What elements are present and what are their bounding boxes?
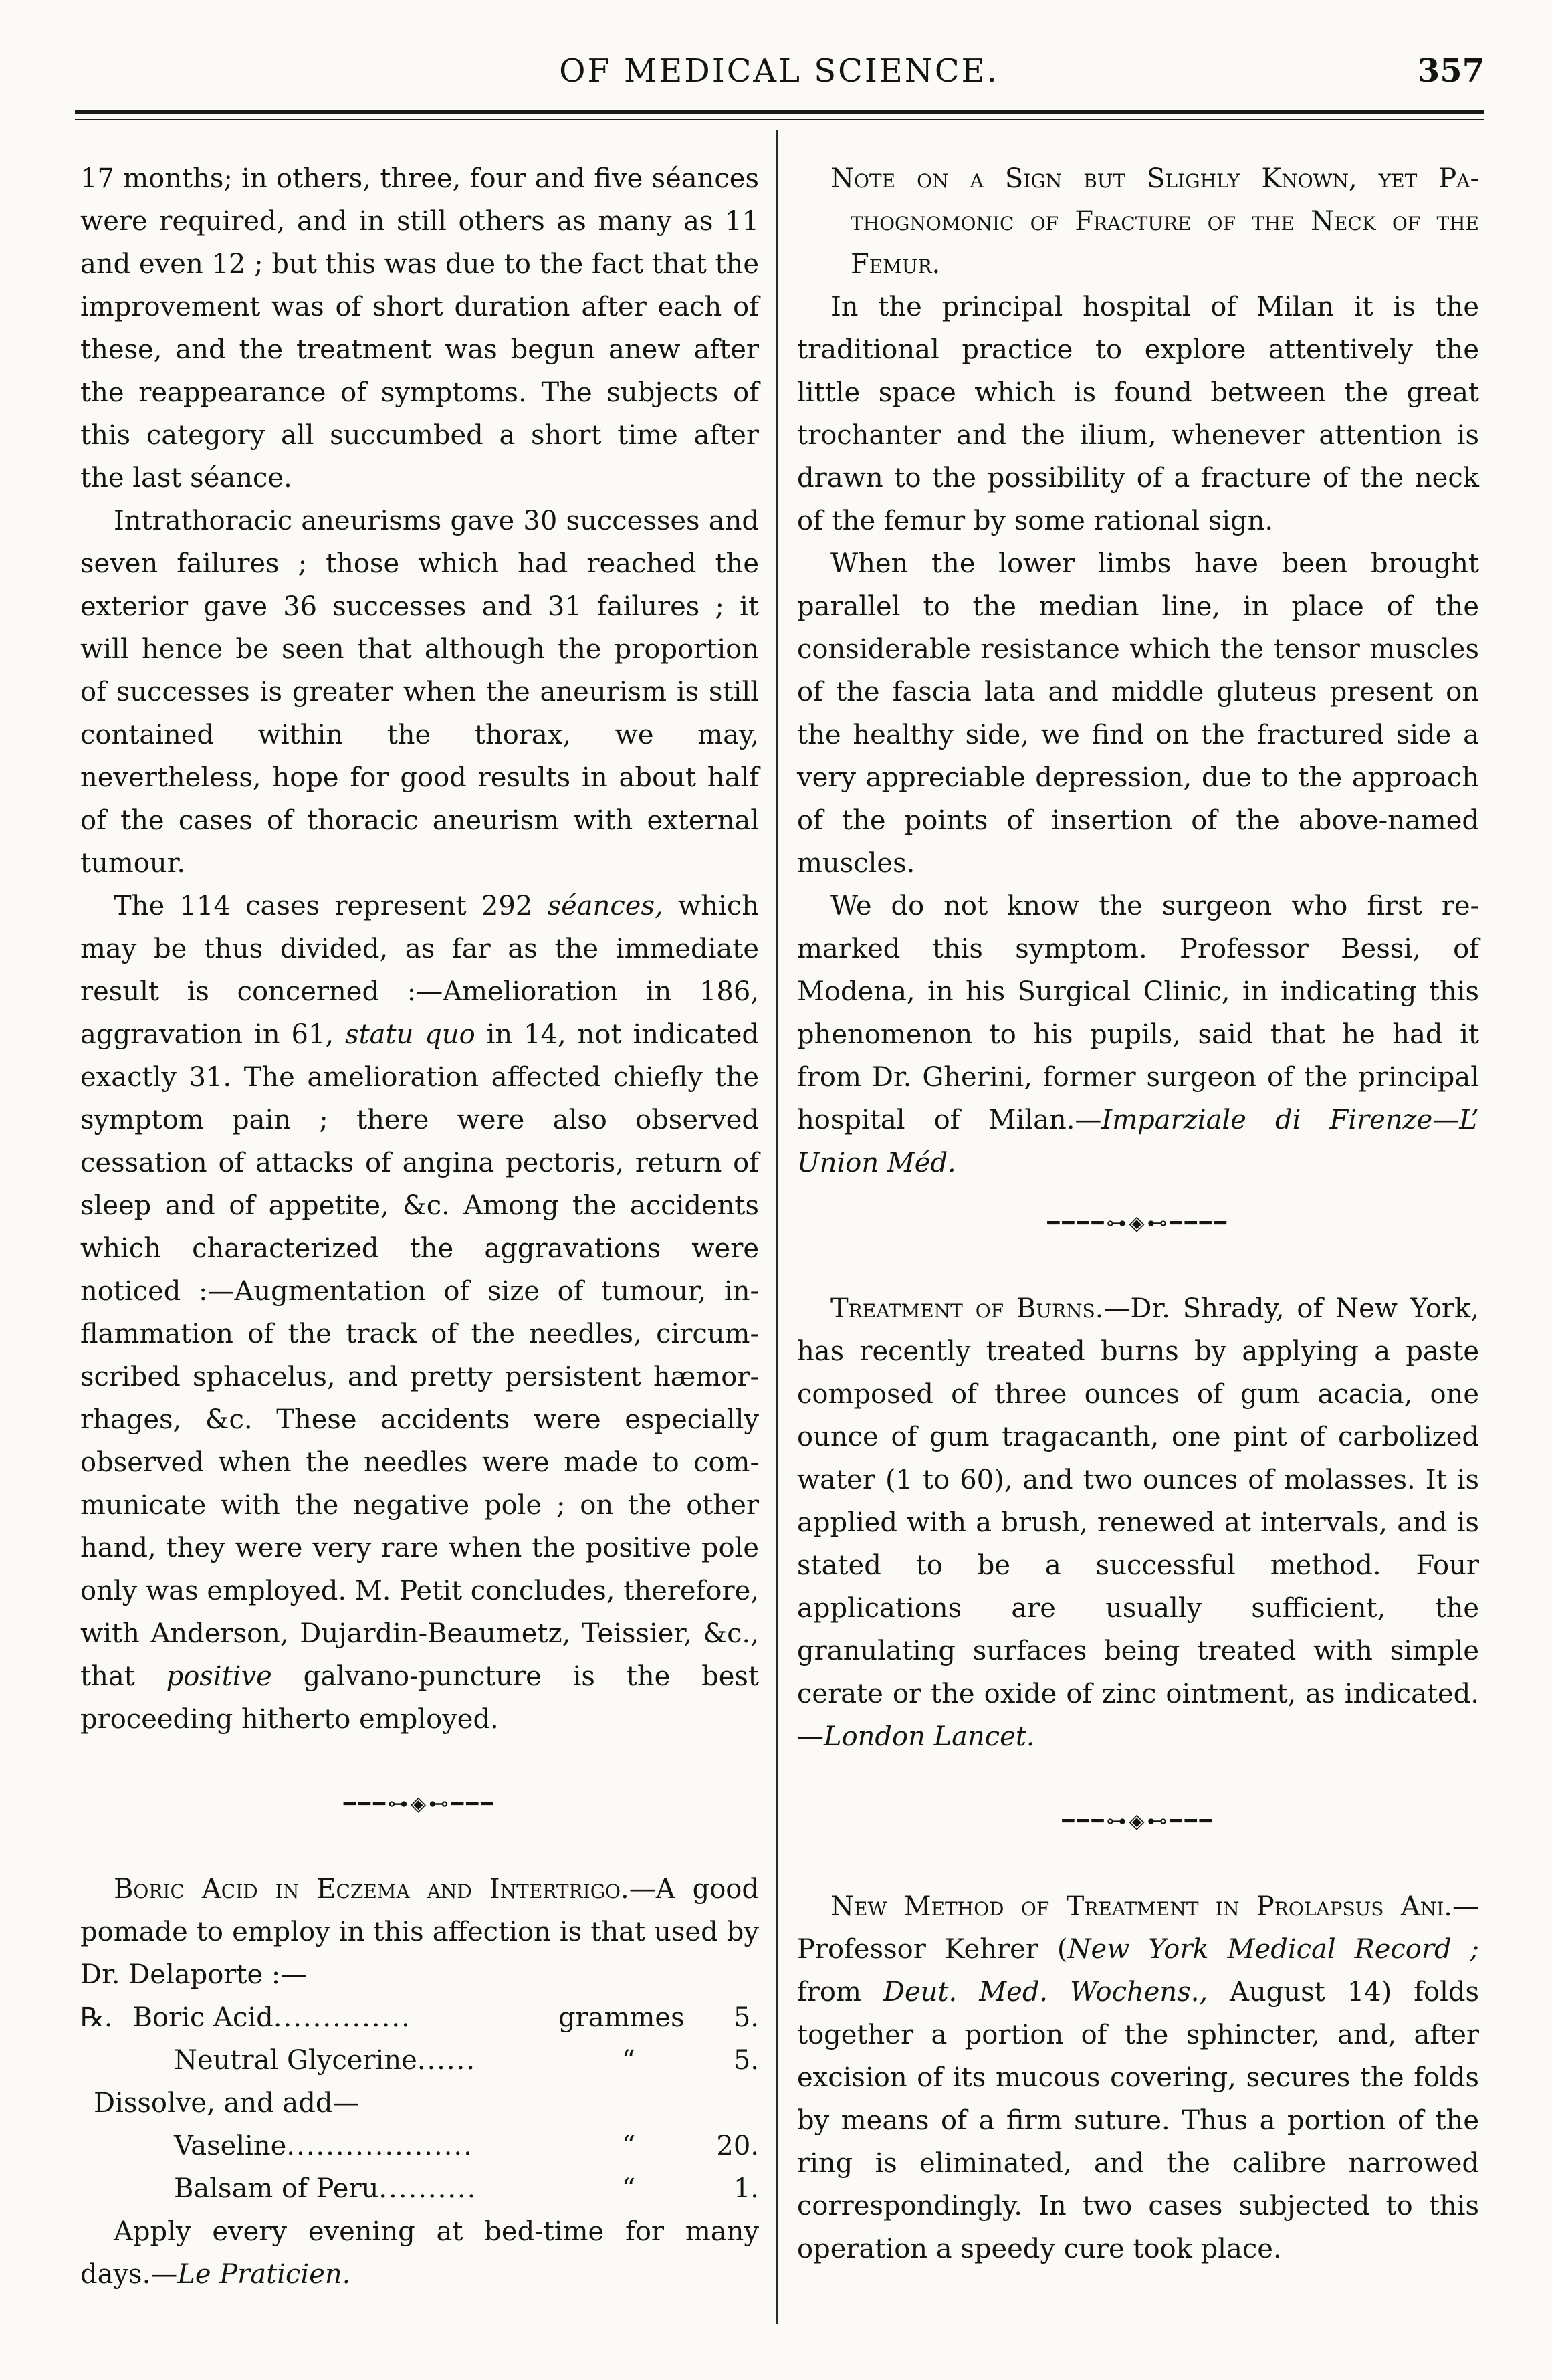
section-ornament: ━━━⊶◈⊷━━━ [1062,1810,1214,1833]
ingredient-qty: 20. [716,2131,759,2161]
paragraph-lower-limbs: When the lower limbs have been brought parallel to the median line, in place of the considerable resistance which the tensor muscles of the fascia lata and middle gluteus present on the healthy side, we find on the fractured side a very appreciable depression, due to the approach of the points of insertion of the above-named muscles. [797,548,1479,879]
text-run: The 114 cases represent 292 [114,891,548,922]
source-citation: Deut. Med. Wochens., [883,1977,1208,2008]
spacer [797,1845,1479,1885]
text-run: galvano-puncture is the best proceeding hitherto employed. [80,1661,759,1735]
paragraph-intrathoracic: Intrathoracic aneurisms gave 30 successes and seven failures ; those which had reached the exterior gave 36 successes and 31 failures ; it will hence be seen that although the proportion of successes is greater when the aneurism is still contained within the thorax, we may, nevertheless, hope for good results in about half of the cases of thoracic aneurism with external tumour. [80,506,759,879]
leader-dots: ................... [286,2131,473,2161]
paragraph-bessi [797,885,1479,1184]
text-run: —Professor Kehrer ( [797,1891,1479,1965]
header-rule-thin [75,119,1484,120]
text-run: We do not know the surgeon who first remarked this symptom. Professor Bessi, of Modena, in his Surgical Clinic, in indicating this phenomenon to his pupils, said that he had it from Dr. Gherini, former surgeon of the principal hospital of Milan.— [797,891,1479,1135]
apply-instruction [80,2210,759,2296]
ingredient-name: Neutral Glycerine [174,2045,417,2076]
article-prolapsus [797,1885,1479,2270]
ingredient-name: Boric Acid [132,2002,273,2033]
prescription-line [80,2125,759,2167]
ingredient-name: Balsam of Peru [174,2173,379,2204]
text-run-italic: positive [166,1661,272,1692]
spacer [797,1247,1479,1287]
prescription-line [80,2039,759,2082]
source-citation: London Lancet. [824,1721,1035,1752]
source-citation: Le Praticien. [177,2259,351,2290]
spacer [80,1741,759,1781]
text-run: August 14) folds together a portion of the sphincter, and, after excision of its mucous covering, secures the folds by means of a firm suture. Thus a portion of the ring is eliminated, and the calibre narrowed correspondingly. In two cases subjected to this operation a speedy cure took place. [797,1977,1480,2264]
paragraph-seances: 17 months; in others, three, four and five séances were required, and in still others as many as 11 and even 12 ; but this was due to the fact that the improvement was of short duration after each of these, and the treatment was begun anew after the reappearance of symptoms. The subjects of this category all succumbed a short time after the last séance. [80,163,759,494]
prescription-line [80,1996,759,2039]
source-citation: Imparziale di Firenze—L’ Union Méd. [797,1105,1479,1178]
text-run-italic: statu quo [345,1019,475,1050]
leader-dots: .......... [378,2173,477,2204]
spacer [797,1184,1479,1200]
leader-dots: .............. [273,2002,411,2033]
page-number: 357 [1417,52,1484,90]
ingredient-qty: 5. [733,2002,759,2033]
article-intro: —A good pomade to employ in this affection is that used by Dr. Delaporte :— [80,1874,759,1990]
text-run: which may be thus divided, as far as the immediate result is concerned :—Amelioration in 186, aggravation in 61, [80,891,759,1050]
prescription-line [80,2167,759,2210]
ingredient-name: Vaseline [174,2131,287,2161]
text-run: —Dr. Shrady, of New York, has recently treated burns by applying a paste composed of three ounces of gum acacia, one ounce of gum tragacanth, one pint of carbolized water (1 to 60), and two ounces of molasses. It is applied with a brush, renewed at intervals, and is stated to be a successful method. Four applications are usually sufficient, the granulating surfaces being treated with simple cerate or the oxide of zinc ointment, as indicated.— [797,1293,1479,1752]
text-run: Apply every evening at bed-time for many days.— [80,2216,759,2290]
ingredient-unit: “ [621,2045,636,2076]
article-boric-acid [80,1868,759,1996]
page-header [74,52,1484,106]
article-title: Treatment of Burns. [830,1293,1104,1324]
left-column [80,157,759,2296]
text-run: from [797,1977,883,2008]
source-citation: New York Medical Record ; [1067,1934,1479,1965]
running-title: OF MEDICAL SCIENCE. [559,52,999,90]
right-column [797,157,1479,2270]
ingredient-qty: 1. [733,2173,759,2204]
column-divider [776,130,778,2324]
section-ornament: ━━━━⊶◈⊷━━━━ [1047,1212,1229,1235]
article-title [797,157,1479,286]
ingredient-qty: 5. [733,2045,759,2076]
text-run: in 14, not indicated exactly 31. The amelioration affected chiefly the symptom pain ; there were also observed cessation of attacks of angina pectoris, return of sleep and of appetite, &c. Among the accidents which characterized the aggravations were noticed :—Augmentation of size of tumour, inflammation of the track of the needles, circumscribed sphacelus, and pretty persistent hæmorrhages, &c. These accidents were especially observed when the needles were made to communicate with the negative pole ; on the other hand, they were very rare when the positive pole only was employed. M. Petit concludes, therefore, with Anderson, Dujardin-Beaumetz, Teissier, &c., that [80,1019,760,1692]
leader-dots: ...... [417,2045,477,2076]
section-ornament: ━━━⊶◈⊷━━━ [343,1792,496,1816]
article-title: New Method of Treatment in Prolapsus Ani. [830,1891,1452,1922]
ingredient-unit: grammes [558,2002,685,2033]
rx-symbol: ℞. [80,2002,113,2033]
article-burns [797,1287,1479,1758]
spacer [80,1828,759,1868]
spacer [797,1758,1479,1798]
article-title: Boric Acid in Eczema and Intertrigo. [114,1874,629,1905]
paragraph-milan: In the principal hospital of Milan it is the traditional practice to explore attentively the little space which is found between the great trochanter and the ilium, whenever attention is drawn to the possibility of a fracture of the neck of the femur by some rational sign. [797,292,1479,536]
paragraph-114-cases [80,885,759,1741]
ingredient-unit: “ [621,2173,636,2204]
text-run-italic: séances, [547,891,663,922]
dissolve-instruction: Dissolve, and add— [94,2088,360,2119]
article-title-text: Note on a Sign but Slighly Known, yet Pathognomonic of Fracture of the Neck of the Femur. [830,163,1479,280]
ingredient-unit: “ [621,2131,636,2161]
header-rule-thick [75,110,1484,114]
